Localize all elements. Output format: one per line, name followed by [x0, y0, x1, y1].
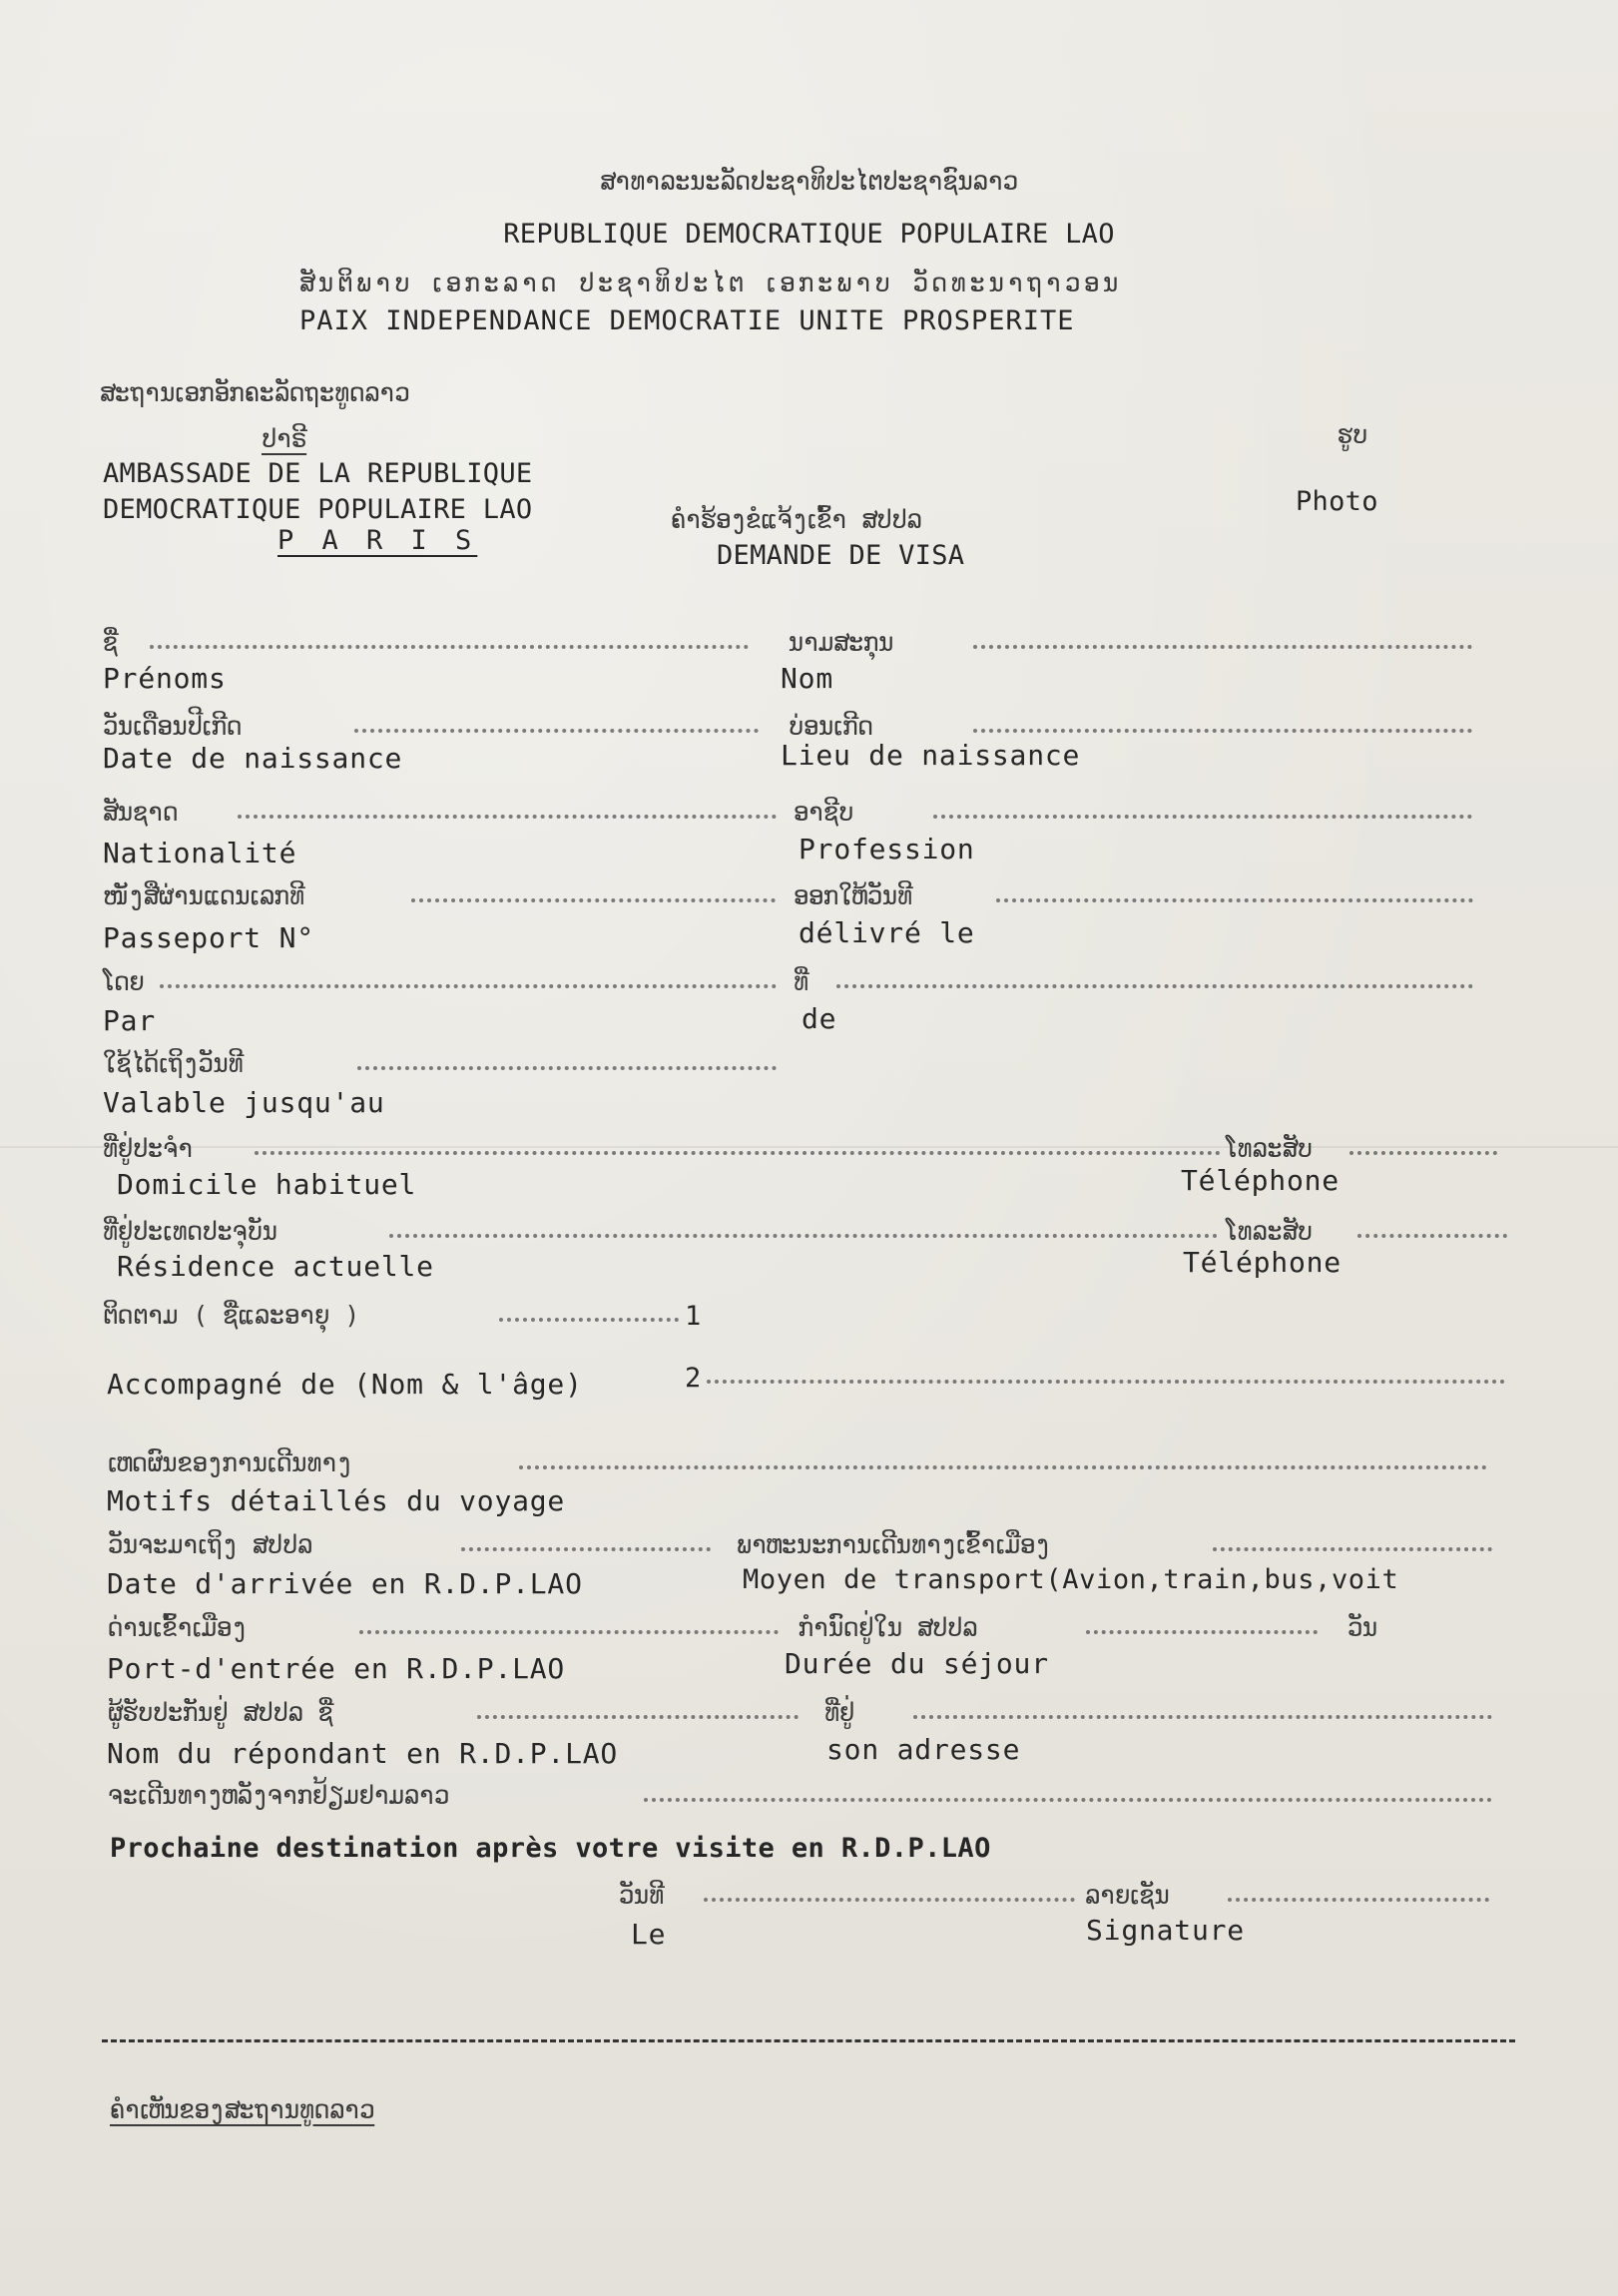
- profession-line[interactable]: [933, 815, 1472, 819]
- date-naissance-lao: ວັນເດືອນປີເກີດ: [103, 712, 243, 741]
- lao-country-name: ສາທາລະນະລັດປະຊາທິປະໄຕປະຊາຊົນລາວ: [600, 167, 1018, 196]
- accompagne-line-pre[interactable]: [499, 1318, 679, 1322]
- lao-photo-label: ຮູບ: [1338, 420, 1368, 449]
- nationalite-line[interactable]: [238, 815, 777, 819]
- lao-form-title: ຄຳຮ້ອງຂໍແຈ້ງເຂົ້າ ສປປລ: [671, 505, 922, 534]
- signature-line[interactable]: [1228, 1898, 1489, 1902]
- telephone2-label: Téléphone: [1183, 1246, 1342, 1279]
- passeport-label: Passeport N°: [103, 921, 314, 954]
- moyen-transport-line[interactable]: [1213, 1547, 1492, 1551]
- lao-city: ປາຣີ: [262, 424, 307, 453]
- signature-label: Signature: [1086, 1914, 1245, 1947]
- date-arrivee-line[interactable]: [461, 1547, 711, 1551]
- par-line[interactable]: [160, 984, 777, 988]
- accompagne-line-2[interactable]: [707, 1380, 1505, 1384]
- nom-label: Nom: [781, 662, 833, 695]
- nationalite-lao: ສັນຊາດ: [103, 798, 179, 827]
- accompagne-label: Accompagné de (Nom & l'âge): [107, 1368, 583, 1401]
- de-lao: ທີ່: [794, 967, 809, 996]
- duree-lao: ກຳນົດຢູ່ໃນ ສປປລ: [799, 1613, 978, 1642]
- duree-label: Durée du séjour: [785, 1647, 1049, 1680]
- nom-lao: ນາມສະກຸນ: [789, 628, 894, 657]
- port-entree-lao: ດ່ານເຂົ້າເມືອງ: [108, 1613, 248, 1642]
- de-line[interactable]: [836, 984, 1473, 988]
- embassy-opinion-lao: ຄຳເຫັນຂອງສະຖານທູດລາວ: [110, 2095, 375, 2124]
- paper-fold: [0, 1146, 1618, 1148]
- profession-lao: ອາຊີບ: [794, 798, 854, 827]
- valable-line[interactable]: [357, 1066, 777, 1070]
- moyen-transport-lao: ພາຫະນະການເດີນທາງເຂົ້າເມືອງ: [737, 1530, 1051, 1559]
- accompagne-number-2: 2: [685, 1363, 702, 1394]
- adresse-line[interactable]: [913, 1715, 1492, 1719]
- lao-embassy-name: ສະຖານເອກອັກຄະລັດຖະທູດລາວ: [100, 378, 410, 407]
- photo-label: Photo: [1296, 486, 1378, 517]
- accompagne-lao: ຕິດຕາມ ( ຊື່ແລະອາຍຸ ): [103, 1301, 360, 1330]
- repondant-label: Nom du répondant en R.D.P.LAO: [107, 1737, 619, 1770]
- lieu-naissance-label: Lieu de naissance: [781, 739, 1081, 772]
- repondant-line[interactable]: [477, 1715, 799, 1719]
- nom-line[interactable]: [973, 645, 1472, 649]
- port-entree-line[interactable]: [359, 1630, 779, 1634]
- passeport-line[interactable]: [411, 898, 776, 902]
- valable-lao: ໃຊ້ໄດ້ເຖິງວັນທີ: [103, 1049, 244, 1078]
- adresse-lao: ທີ່ຢູ່: [824, 1698, 855, 1727]
- signature-lao: ລາຍເຊັນ: [1085, 1881, 1170, 1910]
- profession-label: Profession: [799, 833, 975, 865]
- le-lao: ວັນທີ: [619, 1881, 665, 1910]
- port-entree-label: Port-d'entrée en R.D.P.LAO: [107, 1652, 566, 1685]
- passeport-lao: ໜັງສືຜ່ານແດນເລກທີ: [103, 881, 305, 910]
- country-name: REPUBLIQUE DEMOCRATIQUE POPULAIRE LAO: [503, 219, 1115, 250]
- prenoms-label: Prénoms: [103, 662, 227, 695]
- residence-line[interactable]: [389, 1234, 1218, 1238]
- prochaine-label: Prochaine destination après votre visite en R.D.P.LAO: [110, 1833, 991, 1864]
- separator-dashed: [102, 2039, 1515, 2042]
- duree-line[interactable]: [1086, 1630, 1318, 1634]
- domicile-lao: ທີ່ຢູ່ປະຈຳ: [103, 1134, 194, 1163]
- prochaine-lao: ຈະເດີນທາງຫລັງຈາກຢ້ຽມຢາມລາວ: [108, 1781, 450, 1810]
- embassy-line2: DEMOCRATIQUE POPULAIRE LAO: [103, 494, 533, 525]
- residence-lao: ທີ່ຢູ່ປະເທດປະຈຸບັນ: [103, 1217, 277, 1246]
- form-title: DEMANDE DE VISA: [717, 540, 965, 571]
- lieu-naissance-line[interactable]: [973, 729, 1472, 733]
- domicile-label: Domicile habituel: [117, 1168, 417, 1201]
- telephone1-line[interactable]: [1349, 1151, 1497, 1155]
- motifs-label: Motifs détaillés du voyage: [107, 1484, 566, 1517]
- domicile-line[interactable]: [255, 1151, 1221, 1155]
- duree-unit-lao: ວັນ: [1348, 1613, 1378, 1642]
- par-label: Par: [103, 1004, 156, 1037]
- lao-motto: ສັນຕິພາບ ເອກະລາດ ປະຊາທິປະໄຕ ເອກະພາບ ວັດທະນາຖາວອນ: [299, 269, 1123, 297]
- residence-label: Résidence actuelle: [117, 1250, 434, 1283]
- prenoms-line[interactable]: [150, 645, 749, 649]
- motifs-line[interactable]: [519, 1465, 1487, 1469]
- date-naissance-line[interactable]: [354, 729, 759, 733]
- telephone2-line[interactable]: [1357, 1234, 1507, 1238]
- moyen-transport-label: Moyen de transport(Avion,train,bus,voit: [743, 1564, 1399, 1595]
- de-label: de: [802, 1002, 837, 1035]
- prochaine-line[interactable]: [644, 1798, 1492, 1802]
- date-arrivee-label: Date d'arrivée en R.D.P.LAO: [107, 1567, 583, 1600]
- delivre-le-label: délivré le: [799, 916, 975, 949]
- repondant-lao: ຜູ້ຮັບປະກັນຢູ່ ສປປລ ຊື່: [108, 1698, 333, 1727]
- le-label: Le: [631, 1918, 667, 1951]
- telephone1-label: Téléphone: [1181, 1164, 1340, 1197]
- motto: PAIX INDEPENDANCE DEMOCRATIE UNITE PROSPERITE: [299, 305, 1075, 336]
- delivre-le-lao: ອອກໃຫ້ວັນທີ: [794, 881, 913, 910]
- motifs-lao: ເຫດຜົນຂອງການເດີນທາງ: [108, 1448, 352, 1477]
- delivre-le-line[interactable]: [996, 898, 1473, 902]
- accompagne-number-1: 1: [685, 1301, 702, 1332]
- adresse-label: son adresse: [826, 1733, 1021, 1766]
- par-lao: ໂດຍ: [103, 967, 145, 996]
- telephone1-lao: ໂທລະສັບ: [1226, 1134, 1313, 1163]
- date-naissance-label: Date de naissance: [103, 742, 403, 775]
- nationalite-label: Nationalité: [103, 837, 297, 869]
- valable-label: Valable jusqu'au: [103, 1086, 385, 1119]
- prenoms-lao: ຊື່: [103, 628, 119, 657]
- le-line[interactable]: [704, 1898, 1075, 1902]
- embassy-city: P A R I S: [277, 525, 478, 556]
- embassy-line1: AMBASSADE DE LA REPUBLIQUE: [103, 458, 533, 489]
- lieu-naissance-lao: ບ່ອນເກີດ: [789, 712, 873, 741]
- date-arrivee-lao: ວັນຈະມາເຖິງ ສປປລ: [108, 1530, 313, 1559]
- telephone2-lao: ໂທລະສັບ: [1226, 1217, 1313, 1246]
